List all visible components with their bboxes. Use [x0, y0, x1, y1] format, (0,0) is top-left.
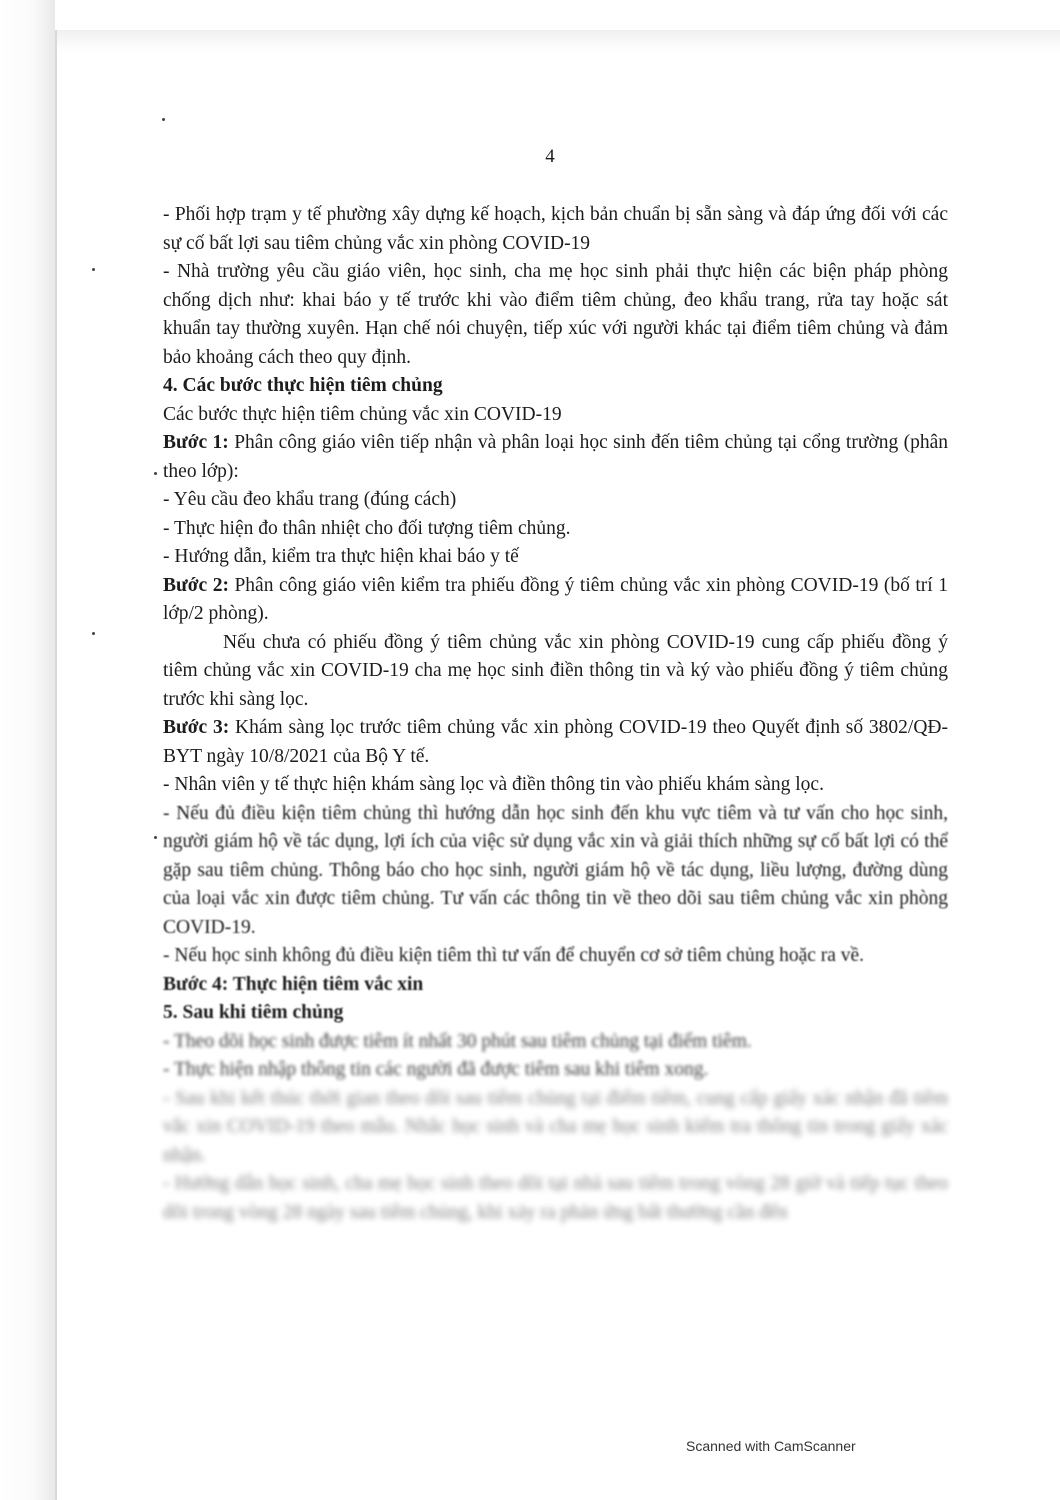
page-number: 4 [545, 146, 555, 167]
list-item-observe: - Theo dõi học sinh được tiêm ít nhất 30 phút sau tiêm chủng tại điểm tiêm. [163, 1030, 752, 1052]
list-item-health-declaration: - Hướng dẫn, kiểm tra thực hiện khai báo y tế [163, 546, 519, 567]
step-3-text: Khám sàng lọc trước tiêm chủng vắc xin phòng COVID-19 theo Quyết định số 3802/QĐ-BYT ngày 10/8/2021 của Bộ Y tế. [163, 717, 949, 767]
scan-speck [92, 632, 95, 635]
scan-speck [162, 118, 165, 121]
list-item-temperature: - Thực hiện đo thân nhiệt cho đối tượng tiêm chủng. [163, 517, 571, 539]
paragraph-coordinate-health-station: - Phối hợp trạm y tế phường xây dựng kế hoạch, kịch bản chuẩn bị sẵn sàng và đáp ứng đối với các sự cố bất lợi sau tiêm chủng vắc xin phòng COVID-19 [163, 204, 948, 254]
step-1-text: Phân công giáo viên tiếp nhận và phân loại học sinh đến tiêm chủng tại cổng trường (phân theo lớp): [163, 432, 948, 482]
scan-speck [154, 472, 157, 475]
paragraph-step-1 [163, 429, 948, 486]
camscanner-watermark: Scanned with CamScanner [686, 1438, 856, 1454]
scan-speck [92, 268, 95, 271]
section-heading-steps: 4. Các bước thực hiện tiêm chủng [163, 375, 443, 396]
step-2-text: Phân công giáo viên kiểm tra phiếu đồng ý tiêm chủng vắc xin phòng COVID-19 (bố trí 1 lớp/2 phòng). [163, 574, 948, 624]
paragraph-step-3 [163, 714, 948, 771]
list-item-enter-info: - Thực hiện nhập thông tin các người đã được tiêm sau khi tiêm xong. [163, 1059, 709, 1080]
paragraph-steps-intro: Các bước thực hiện tiêm chủng vắc xin COVID-19 [163, 403, 562, 425]
list-item-eligible: - Nếu đủ điều kiện tiêm chủng thì hướng dẫn học sinh đến khu vực tiêm và tư vấn cho học sinh, người giám hộ về tác dụng, lợi ích của việc sử dụng vắc xin và giải thích những sự cố bất lợi có thể gặp sau tiêm chủng. Thông báo cho học sinh, người giám hộ về tác dụng, liều lượng, đường dùng của loại vắc xin được tiêm chủng. Tư vấn các thông tin về theo dõi sau tiêm chủng vắc xin phòng COVID-19. [163, 802, 948, 938]
paragraph-step-2 [163, 572, 948, 629]
step-4-heading: Bước 4: Thực hiện tiêm vắc xin [163, 973, 424, 995]
document-body [163, 201, 948, 1227]
scan-speck [154, 836, 157, 839]
list-item-mask: - Yêu cầu đeo khẩu trang (đúng cách) [163, 489, 457, 510]
section-heading-after: 5. Sau khi tiêm chủng [163, 1002, 344, 1023]
page-edge [55, 30, 57, 1500]
list-item-home-monitoring: - Hướng dẫn học sinh, cha mẹ học sinh theo dõi tại nhà sau tiêm trong vòng 28 giờ và tiếp tục theo dõi trong vòng 28 ngày sau tiêm chủng, khi xảy ra phản ứng bất thường cần đến [163, 1173, 948, 1223]
paragraph-school-requirements: - Nhà trường yêu cầu giáo viên, học sinh, cha mẹ học sinh phải thực hiện các biện pháp phòng chống dịch như: khai báo y tế trước khi vào điểm tiêm chủng, đeo khẩu trang, rửa tay hoặc sát khuẩn tay thường xuyên. Hạn chế nói chuyện, tiếp xúc với người khác tại điểm tiêm chủng và đảm bảo khoảng cách theo quy định. [163, 261, 948, 368]
step-3-label: Bước 3: [163, 717, 230, 738]
list-item-certificate: - Sau khi kết thúc thời gian theo dõi sau tiêm chủng tại điểm tiêm, cung cấp giấy xác nhận đã tiêm vắc xin COVID-19 theo mẫu. Nhắc học sinh và cha mẹ học sinh kiểm tra thông tin trong giấy xác nhận. [163, 1087, 948, 1166]
list-item-not-eligible: - Nếu học sinh không đủ điều kiện tiêm thì tư vấn để chuyển cơ sở tiêm chủng hoặc ra về. [163, 945, 865, 966]
scan-left-margin [0, 0, 55, 1500]
list-item-screening: - Nhân viên y tế thực hiện khám sàng lọc và điền thông tin vào phiếu khám sàng lọc. [163, 774, 824, 795]
step-2-label: Bước 2: [163, 574, 229, 596]
scan-top-shadow [55, 30, 1060, 52]
paragraph-consent-form: Nếu chưa có phiếu đồng ý tiêm chủng vắc xin phòng COVID-19 cung cấp phiếu đồng ý tiêm chủng vắc xin COVID-19 cha mẹ học sinh điền thông tin và ký vào phiếu đồng ý tiêm chủng trước khi sàng lọc. [163, 631, 948, 710]
step-1-label: Bước 1: [163, 432, 229, 453]
